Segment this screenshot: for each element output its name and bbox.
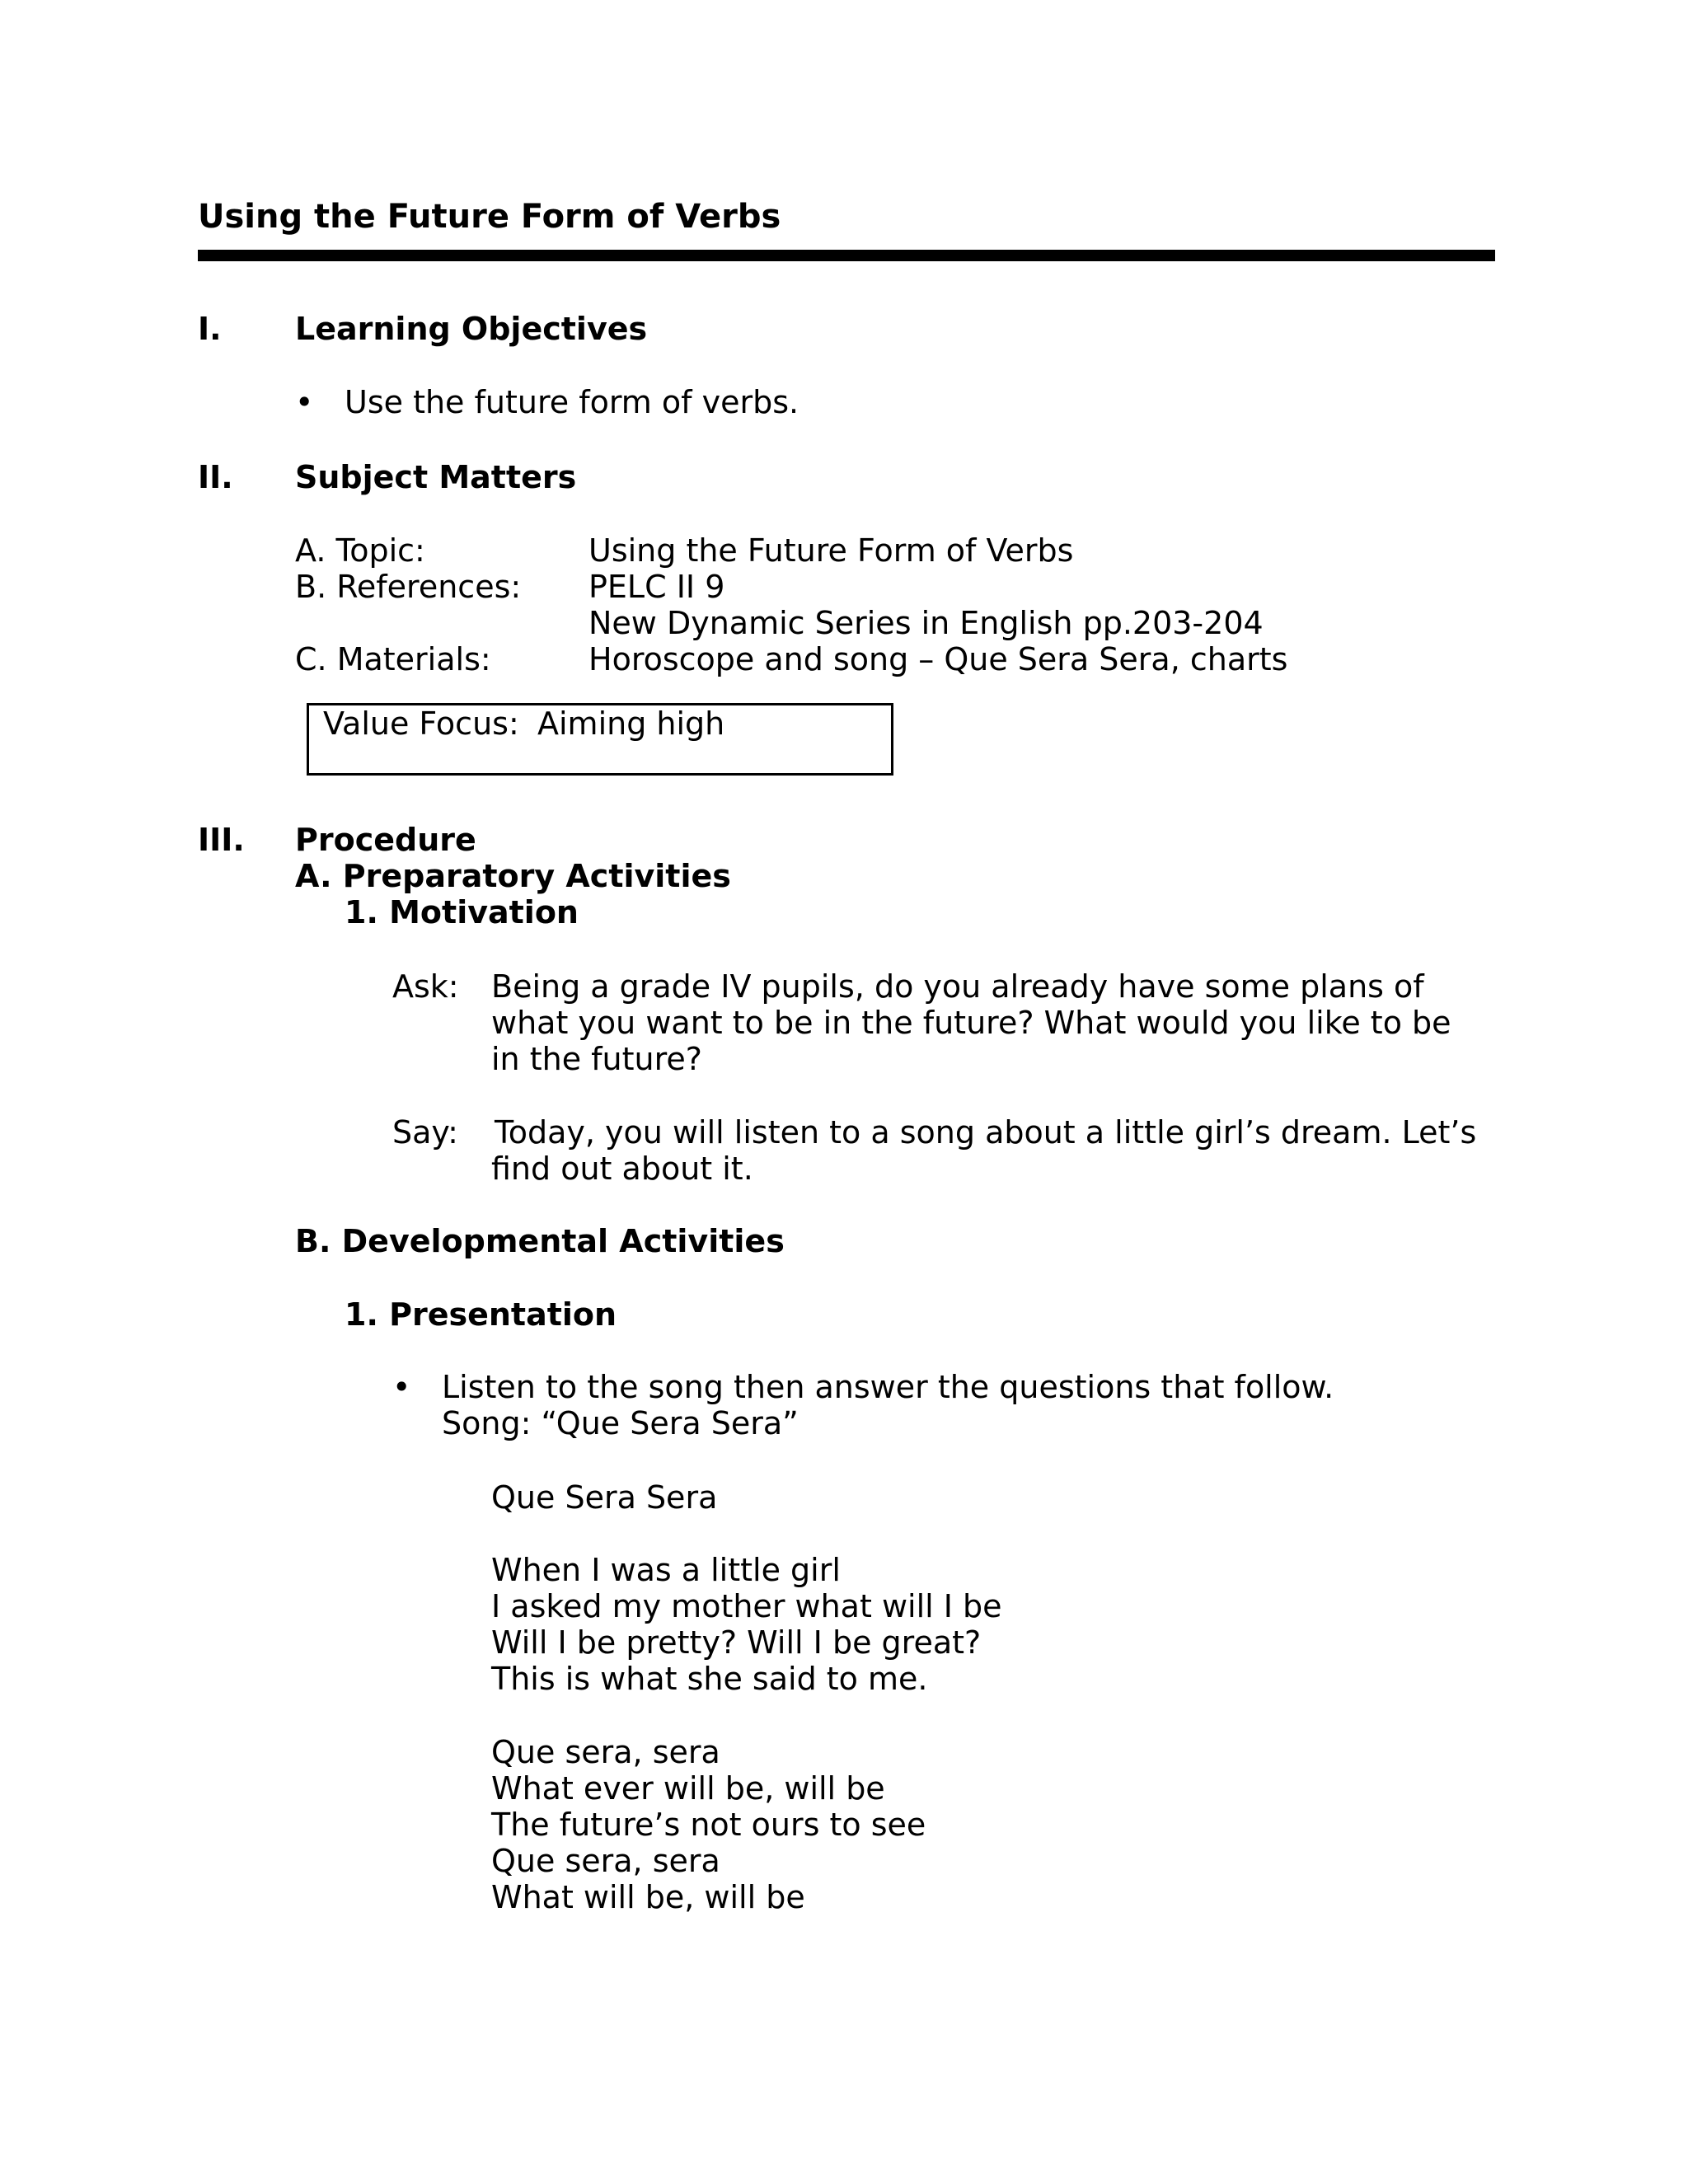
title-rule: [198, 250, 1495, 261]
song-title: Que Sera Sera: [491, 1479, 718, 1516]
preparatory-activities-heading: A. Preparatory Activities: [295, 858, 731, 894]
lyric-line: Will I be pretty? Will I be great?: [491, 1624, 982, 1661]
lyric-line: Que sera, sera: [491, 1734, 720, 1770]
section-1-heading: Learning Objectives: [295, 311, 648, 347]
subject-row-label: C. Materials:: [295, 641, 491, 677]
subject-row-value: Horoscope and song – Que Sera Sera, charts: [588, 641, 1288, 677]
ask-line: in the future?: [491, 1041, 702, 1077]
instruction-bullet: •: [392, 1369, 411, 1405]
say-line: find out about it.: [491, 1151, 753, 1187]
objective-text: Use the future form of verbs.: [345, 384, 799, 420]
lyric-line: What ever will be, will be: [491, 1770, 885, 1807]
lyric-line: I asked my mother what will I be: [491, 1588, 1002, 1624]
say-line: Today, you will listen to a song about a little girl’s dream. Let’s: [495, 1114, 1477, 1151]
lyric-line: What will be, will be: [491, 1879, 805, 1915]
section-1-numeral: I.: [198, 311, 222, 347]
instruction-text: Listen to the song then answer the questions that follow.: [442, 1369, 1334, 1405]
say-label: Say:: [392, 1114, 458, 1151]
subject-row-value: New Dynamic Series in English pp.203-204: [588, 605, 1264, 641]
subject-row-value: Using the Future Form of Verbs: [588, 532, 1074, 569]
section-3-heading: Procedure: [295, 822, 476, 858]
value-focus-label: Value Focus:: [323, 705, 519, 742]
section-2-numeral: II.: [198, 459, 233, 495]
lyric-line: Que sera, sera: [491, 1843, 720, 1879]
motivation-heading: 1. Motivation: [345, 894, 579, 930]
lyric-line: When I was a little girl: [491, 1552, 841, 1588]
ask-line: Being a grade IV pupils, do you already have some plans of: [491, 968, 1424, 1005]
subject-row-label: A. Topic:: [295, 532, 425, 569]
subject-row-label: B. References:: [295, 569, 522, 605]
song-line: Song: “Que Sera Sera”: [442, 1405, 799, 1441]
section-2-heading: Subject Matters: [295, 459, 577, 495]
lyric-line: The future’s not ours to see: [491, 1807, 926, 1843]
lyric-line: This is what she said to me.: [491, 1661, 928, 1697]
developmental-activities-heading: B. Developmental Activities: [295, 1223, 785, 1259]
objective-bullet: •: [295, 384, 314, 420]
ask-line: what you want to be in the future? What would you like to be: [491, 1005, 1451, 1041]
value-focus-value: Aiming high: [537, 705, 725, 742]
section-3-numeral: III.: [198, 822, 245, 858]
ask-label: Ask:: [392, 968, 459, 1005]
page-title: Using the Future Form of Verbs: [198, 198, 781, 236]
subject-row-value: PELC II 9: [588, 569, 725, 605]
presentation-heading: 1. Presentation: [345, 1296, 617, 1333]
